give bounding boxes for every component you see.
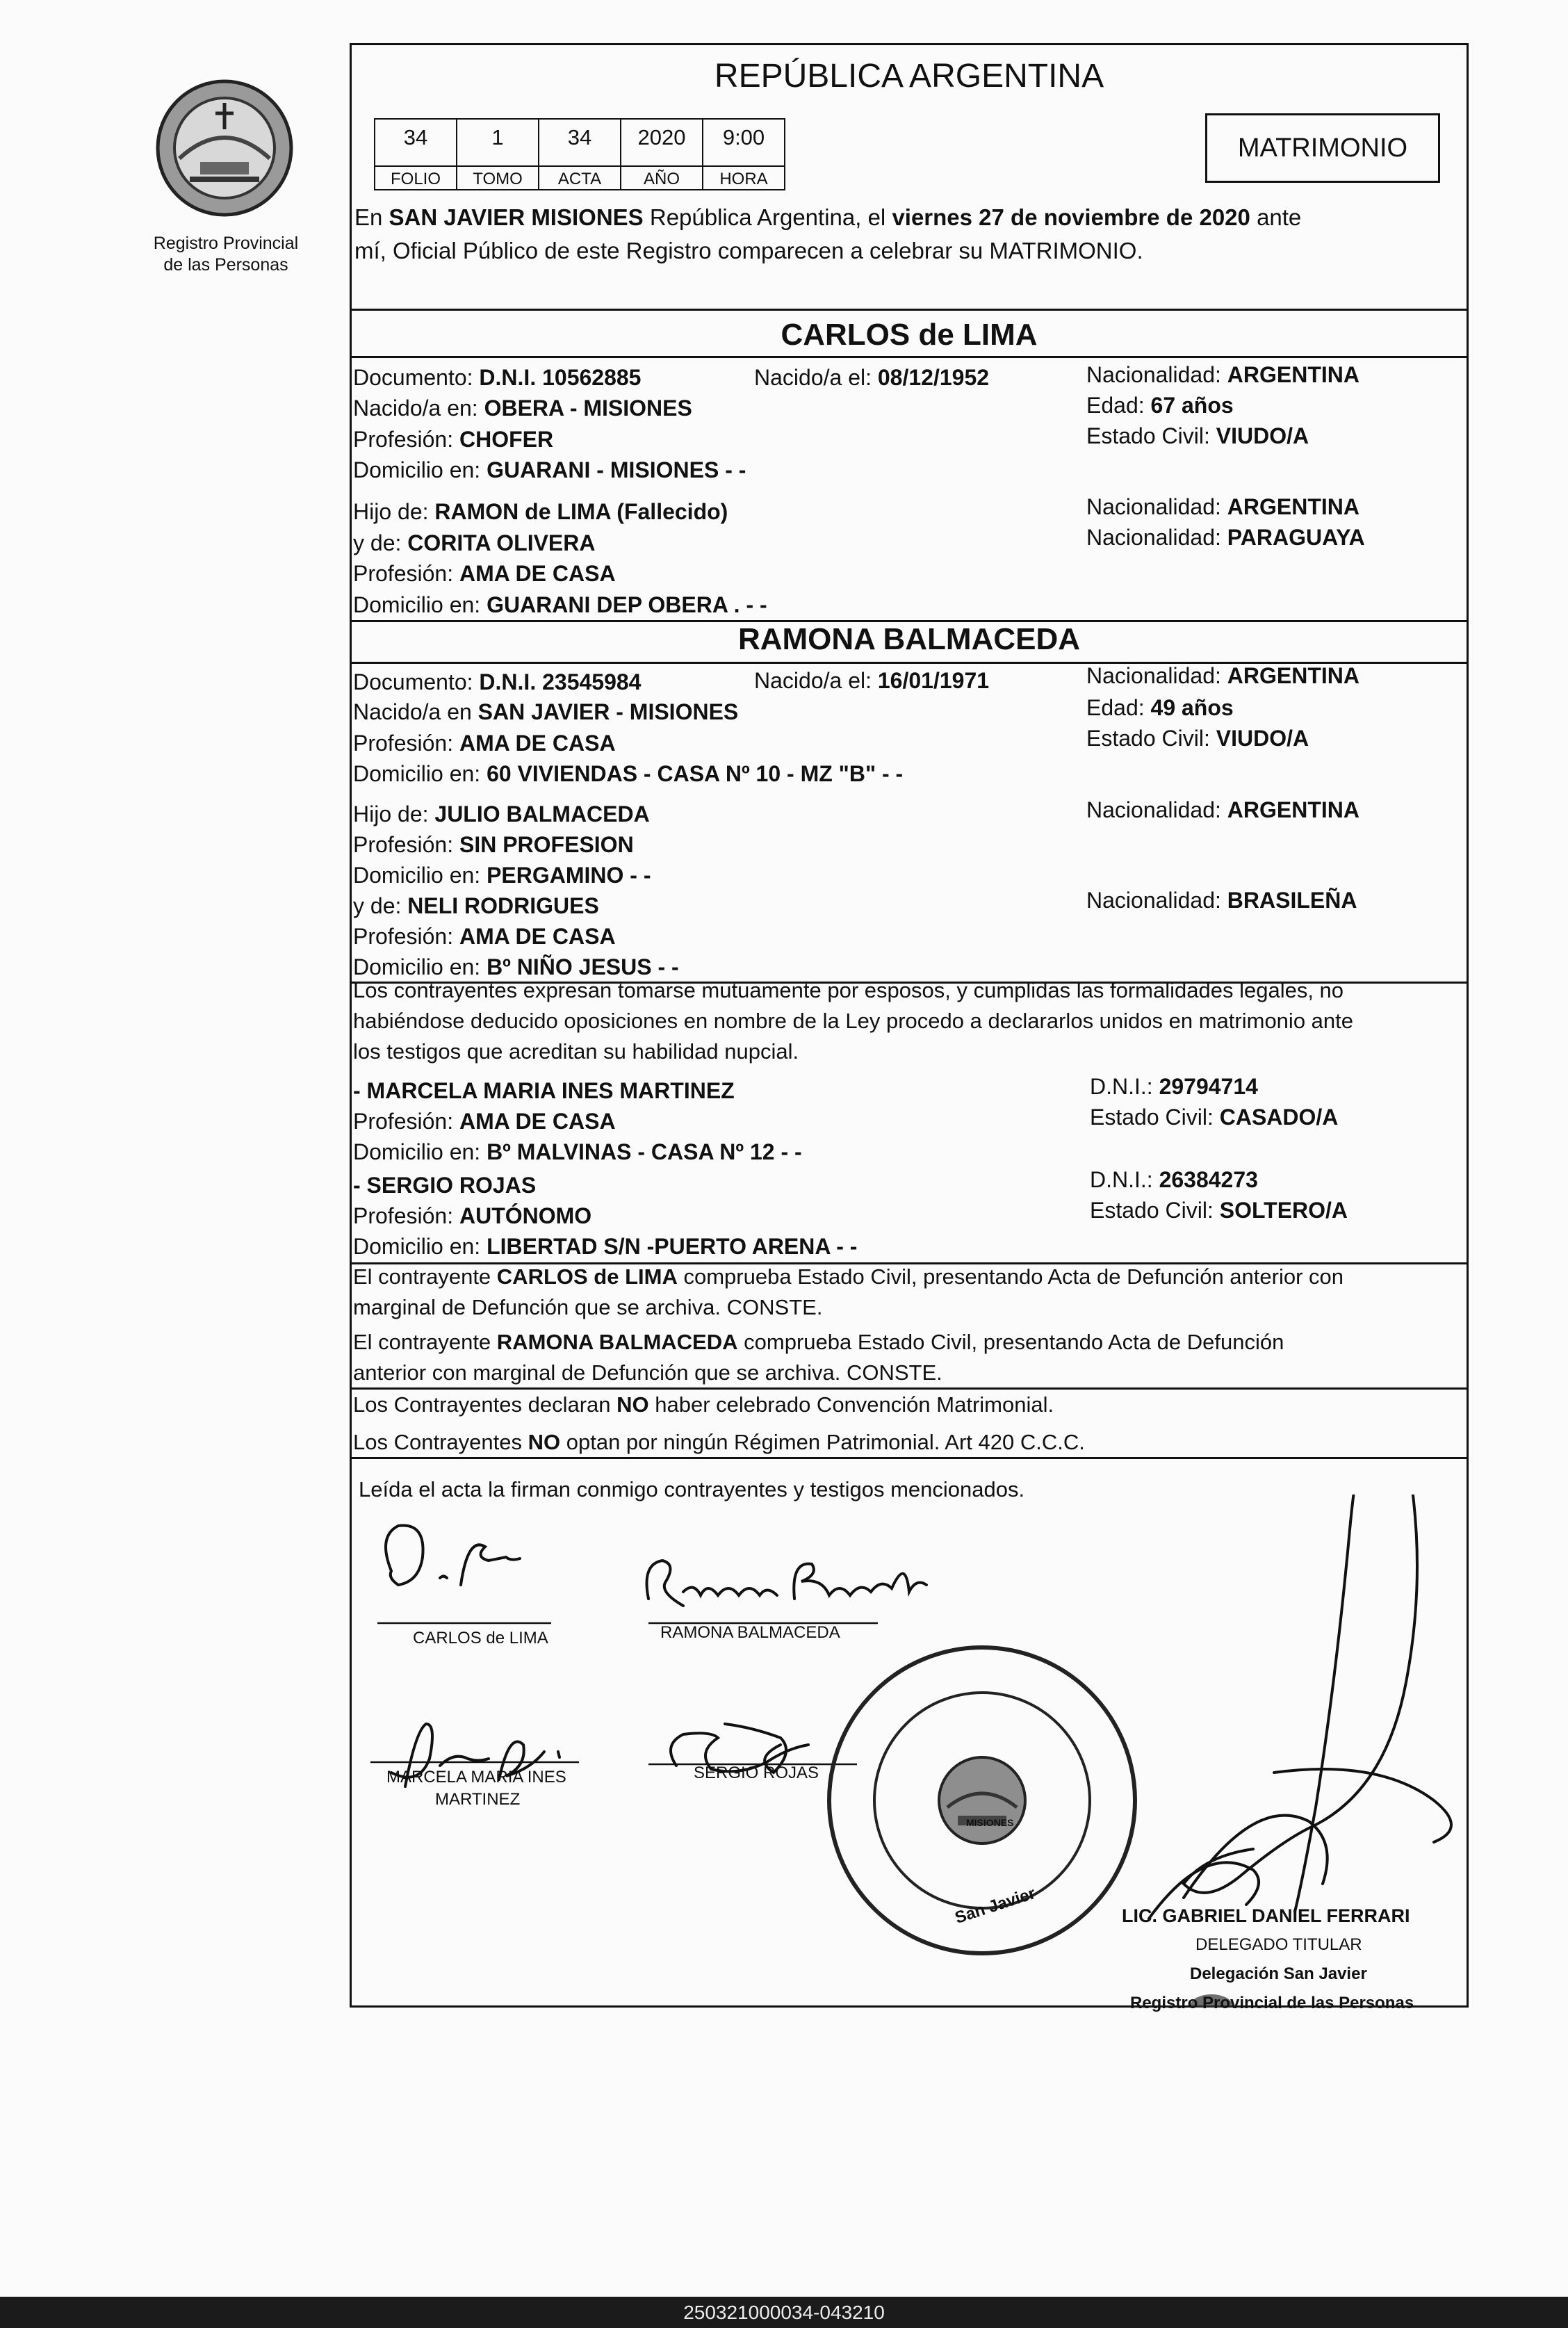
- witness1-signature-label-line1: MARCELA MARIA INES: [386, 1768, 566, 1786]
- anio-value: 2020: [637, 125, 686, 149]
- value: 29794714: [1159, 1074, 1258, 1099]
- official-name: LIC. GABRIEL DANIEL FERRARI: [1122, 1905, 1410, 1926]
- label: Estado Civil:: [1090, 1105, 1214, 1130]
- label: Domicilio en:: [353, 954, 481, 979]
- value: RAMON de LIMA (Fallecido): [434, 499, 728, 524]
- bride-age: [1086, 694, 1234, 721]
- proof2-line1: [353, 1329, 1284, 1356]
- tomo-label: TOMO: [473, 170, 523, 188]
- intro-place: SAN JAVIER MISIONES: [389, 204, 644, 230]
- emphasis: NO: [616, 1392, 649, 1417]
- value: VIUDO/A: [1216, 423, 1309, 448]
- province-seal-icon: [152, 75, 297, 221]
- groom-age: [1086, 392, 1234, 418]
- label: Domicilio en:: [353, 761, 481, 786]
- value: NELI RODRIGUES: [407, 893, 599, 918]
- label: Nacido/a en:: [353, 396, 478, 421]
- label: Profesión:: [353, 832, 454, 857]
- value: 26384273: [1159, 1167, 1258, 1192]
- value: PERGAMINO - -: [487, 863, 651, 888]
- label: Hijo de:: [353, 499, 429, 524]
- bride-father-nationality: [1086, 797, 1359, 823]
- label: Profesión:: [353, 1203, 454, 1228]
- label: Nacionalidad:: [1086, 797, 1221, 822]
- groom-profession: [353, 426, 553, 453]
- acta-value-cell: [538, 118, 621, 167]
- value: JULIO BALMACEDA: [434, 801, 650, 827]
- bride-born-on: [754, 667, 989, 694]
- label: Hijo de:: [353, 801, 429, 827]
- hora-value-cell: [702, 118, 785, 167]
- label: D.N.I.:: [1090, 1074, 1153, 1099]
- name: RAMONA BALMACEDA: [496, 1330, 738, 1354]
- intro-en: En: [354, 204, 383, 230]
- value: 16/01/1971: [877, 668, 990, 693]
- label: Domicilio en:: [353, 1139, 481, 1164]
- label: Profesión:: [353, 731, 454, 756]
- text: haber celebrado Convención Matrimonial.: [655, 1392, 1054, 1417]
- value: BRASILEÑA: [1227, 888, 1357, 913]
- proof1-line1: [353, 1264, 1344, 1290]
- bride-name-heading: RAMONA BALMACEDA: [737, 622, 1081, 656]
- witness2-dni: [1090, 1166, 1258, 1193]
- official-registry: Registro Provincial de las Personas: [1130, 1994, 1414, 2012]
- bride-father-profession: [353, 831, 634, 858]
- value: AMA DE CASA: [459, 561, 616, 586]
- regime-line1: [353, 1392, 1054, 1418]
- value: 60 VIVIENDAS - CASA Nº 10 - MZ "B" - -: [487, 761, 904, 786]
- acta-value: 34: [567, 125, 592, 149]
- value: LIBERTAD S/N -PUERTO ARENA - -: [487, 1234, 858, 1259]
- registry-name-line1: Registro Provincial: [153, 234, 299, 253]
- witness1-signature-label-line2: MARTINEZ: [435, 1790, 521, 1809]
- tomo-value-cell: [456, 118, 539, 167]
- label: D.N.I.:: [1090, 1167, 1153, 1192]
- witness1-dni: [1090, 1073, 1258, 1100]
- witness1-civil-status: [1090, 1104, 1338, 1130]
- value: D.N.I. 23545984: [479, 669, 642, 694]
- bride-mother: [353, 893, 599, 919]
- groom-mother-profession: [353, 560, 616, 587]
- groom-name-heading: CARLOS de LIMA: [781, 318, 1038, 352]
- value: AMA DE CASA: [459, 1109, 616, 1134]
- label: Nacionalidad:: [1086, 362, 1221, 387]
- label: Estado Civil:: [1090, 1198, 1214, 1223]
- value: Bº NIÑO JESUS - -: [487, 954, 679, 979]
- anio-label: AÑO: [643, 170, 680, 188]
- proof1-line2: marginal de Defunción que se archiva. CONSTE.: [353, 1295, 823, 1319]
- label: Domicilio en:: [353, 863, 481, 888]
- province-logo: [152, 75, 297, 221]
- label: Nacionalidad:: [1086, 525, 1221, 550]
- groom-nationality: [1086, 361, 1359, 388]
- bride-born-in: [353, 699, 738, 725]
- name: CARLOS de LIMA: [496, 1264, 678, 1289]
- value: AMA DE CASA: [459, 731, 616, 756]
- official-signature: [1149, 1495, 1451, 1919]
- label: Nacido/a en: [353, 699, 472, 724]
- groom-father-nationality: [1086, 494, 1359, 520]
- witness2-name: - SERGIO ROJAS: [353, 1173, 537, 1198]
- bride-documento: [353, 669, 641, 695]
- official-office: Delegación San Javier: [1190, 1964, 1367, 1983]
- witness1-name: - MARCELA MARIA INES MARTINEZ: [353, 1078, 735, 1103]
- value: GUARANI DEP OBERA . - -: [487, 592, 767, 617]
- declaration-line2: habiéndose deducido oposiciones en nombre de la Ley procedo a declararlos unidos en matrimonio ante: [353, 1009, 1354, 1033]
- official-title: DELEGADO TITULAR: [1195, 1935, 1362, 1954]
- label: Nacionalidad:: [1086, 494, 1221, 519]
- regime-line2: [353, 1429, 1085, 1456]
- bride-nationality: [1086, 662, 1359, 689]
- tomo-label-cell: [456, 165, 539, 190]
- label: Nacionalidad:: [1086, 663, 1221, 688]
- label: Edad:: [1086, 393, 1145, 418]
- groom-born-in: [353, 395, 692, 421]
- witness1-profession: [353, 1108, 616, 1134]
- witness1-domicile: [353, 1139, 802, 1165]
- witness2-civil-status: [1090, 1197, 1348, 1223]
- text: El contrayente: [353, 1330, 491, 1354]
- label: Estado Civil:: [1086, 423, 1210, 448]
- value: ARGENTINA: [1227, 494, 1360, 519]
- intro-mid: República Argentina, el: [649, 204, 886, 230]
- value: CORITA OLIVERA: [407, 530, 596, 555]
- value: GUARANI - MISIONES - -: [487, 457, 746, 482]
- anio-value-cell: [620, 118, 703, 167]
- folio-value: 34: [403, 125, 428, 149]
- text: comprueba Estado Civil, presentando Acta de Defunción anterior con: [683, 1264, 1344, 1289]
- folio-value-cell: [374, 118, 457, 167]
- value: 49 años: [1150, 695, 1234, 720]
- value: VIUDO/A: [1216, 726, 1309, 751]
- label: Estado Civil:: [1086, 726, 1210, 751]
- bride-civil-status: [1086, 725, 1309, 751]
- anio-label-cell: [620, 165, 703, 190]
- value: 08/12/1952: [877, 365, 990, 390]
- bride-domicile: [353, 760, 903, 787]
- folio-label: FOLIO: [390, 170, 441, 188]
- groom-documento: [353, 364, 641, 391]
- groom-father: [353, 498, 728, 525]
- seal-center-text: MISIONES: [966, 1817, 1014, 1828]
- value: ARGENTINA: [1227, 663, 1360, 688]
- seal-place-text: San Javier: [952, 1884, 1038, 1928]
- emphasis: NO: [528, 1430, 561, 1454]
- signatures-drawing: [350, 1495, 1469, 2008]
- groom-domicile: [353, 457, 746, 483]
- groom-mother-domicile: [353, 592, 767, 618]
- groom-born-on: [754, 364, 989, 391]
- value: AUTÓNOMO: [459, 1203, 592, 1228]
- divider: [350, 1387, 1469, 1390]
- witness2-signature-label: SERGIO ROJAS: [694, 1764, 819, 1782]
- hora-label: HORA: [719, 170, 768, 188]
- value: AMA DE CASA: [459, 924, 616, 949]
- label: Domicilio en:: [353, 457, 481, 482]
- label: Documento:: [353, 365, 473, 390]
- act-type-box: MATRIMONIO: [1205, 113, 1440, 183]
- intro-line1: [354, 204, 1301, 231]
- country-title: REPÚBLICA ARGENTINA: [714, 58, 1104, 95]
- proof2-line2: anterior con marginal de Defunción que se archiva. CONSTE.: [353, 1360, 942, 1385]
- witness2-profession: [353, 1203, 591, 1229]
- text: El contrayente: [353, 1264, 491, 1289]
- value: ARGENTINA: [1227, 797, 1360, 822]
- bride-father-domicile: [353, 862, 651, 888]
- value: CHOFER: [459, 427, 554, 452]
- bride-mother-domicile: [353, 954, 679, 980]
- bride-signature-label: RAMONA BALMACEDA: [660, 1623, 840, 1642]
- text: optan por ningún Régimen Patrimonial. Art 420 C.C.C.: [566, 1430, 1085, 1454]
- bride-profession: [353, 730, 616, 756]
- registration-fields: [374, 118, 791, 192]
- label: Profesión:: [353, 1109, 454, 1134]
- label: Profesión:: [353, 427, 454, 452]
- declaration-line3: los testigos que acreditan su habilidad nupcial.: [353, 1039, 799, 1064]
- bride-father: [353, 801, 650, 827]
- text: Los Contrayentes declaran: [353, 1392, 611, 1417]
- label: Nacionalidad:: [1086, 888, 1221, 913]
- intro-line2: mí, Oficial Público de este Registro comparecen a celebrar su MATRIMONIO.: [354, 238, 1143, 263]
- label: Nacido/a el:: [754, 668, 872, 693]
- value: SIN PROFESION: [459, 832, 634, 857]
- label: y de:: [353, 530, 402, 555]
- closing-statement: Leída el acta la firman conmigo contrayentes y testigos mencionados.: [359, 1477, 1025, 1501]
- label: Domicilio en:: [353, 592, 481, 617]
- tomo-value: 1: [491, 125, 504, 149]
- value: SAN JAVIER - MISIONES: [477, 699, 739, 724]
- acta-label: ACTA: [557, 170, 602, 188]
- value: Bº MALVINAS - CASA Nº 12 - -: [487, 1139, 802, 1164]
- folio-label-cell: [374, 165, 457, 190]
- label: Profesión:: [353, 561, 454, 586]
- value: D.N.I. 10562885: [479, 365, 642, 390]
- divider: [350, 1457, 1469, 1459]
- label: y de:: [353, 893, 402, 918]
- label: Profesión:: [353, 924, 454, 949]
- label: Domicilio en:: [353, 1234, 481, 1259]
- bride-signature: [647, 1561, 927, 1606]
- text: comprueba Estado Civil, presentando Acta de Defunción: [744, 1330, 1284, 1354]
- label: Documento:: [353, 669, 473, 694]
- groom-signature-label: CARLOS de LIMA: [413, 1629, 548, 1647]
- label: Nacido/a el:: [754, 365, 872, 390]
- intro-tail: ante: [1257, 204, 1302, 230]
- divider: [350, 309, 1469, 311]
- document-code: 250321000034-043210: [683, 2302, 885, 2323]
- value: CASADO/A: [1219, 1105, 1339, 1130]
- value: SOLTERO/A: [1219, 1198, 1348, 1223]
- groom-civil-status: [1086, 423, 1309, 449]
- value: PARAGUAYA: [1227, 525, 1365, 550]
- value: ARGENTINA: [1227, 362, 1360, 387]
- label: Edad:: [1086, 695, 1145, 720]
- value: 67 años: [1150, 393, 1234, 418]
- declaration-line1: Los contrayentes expresan tomarse mutuamente por esposos, y cumplidas las formalidades legales, no: [353, 978, 1344, 1002]
- value: OBERA - MISIONES: [484, 396, 692, 421]
- hora-value: 9:00: [722, 125, 765, 149]
- hora-label-cell: [702, 165, 785, 190]
- groom-mother: [353, 530, 595, 556]
- registry-name-line2: de las Personas: [163, 255, 288, 275]
- acta-label-cell: [538, 165, 621, 190]
- groom-signature: [386, 1526, 520, 1585]
- witness2-domicile: [353, 1233, 857, 1260]
- bride-mother-profession: [353, 923, 616, 950]
- intro-date: viernes 27 de noviembre de 2020: [892, 204, 1250, 230]
- groom-mother-nationality: [1086, 524, 1365, 551]
- text: Los Contrayentes: [353, 1430, 522, 1454]
- bride-mother-nationality: [1086, 887, 1357, 913]
- divider: [350, 356, 1469, 358]
